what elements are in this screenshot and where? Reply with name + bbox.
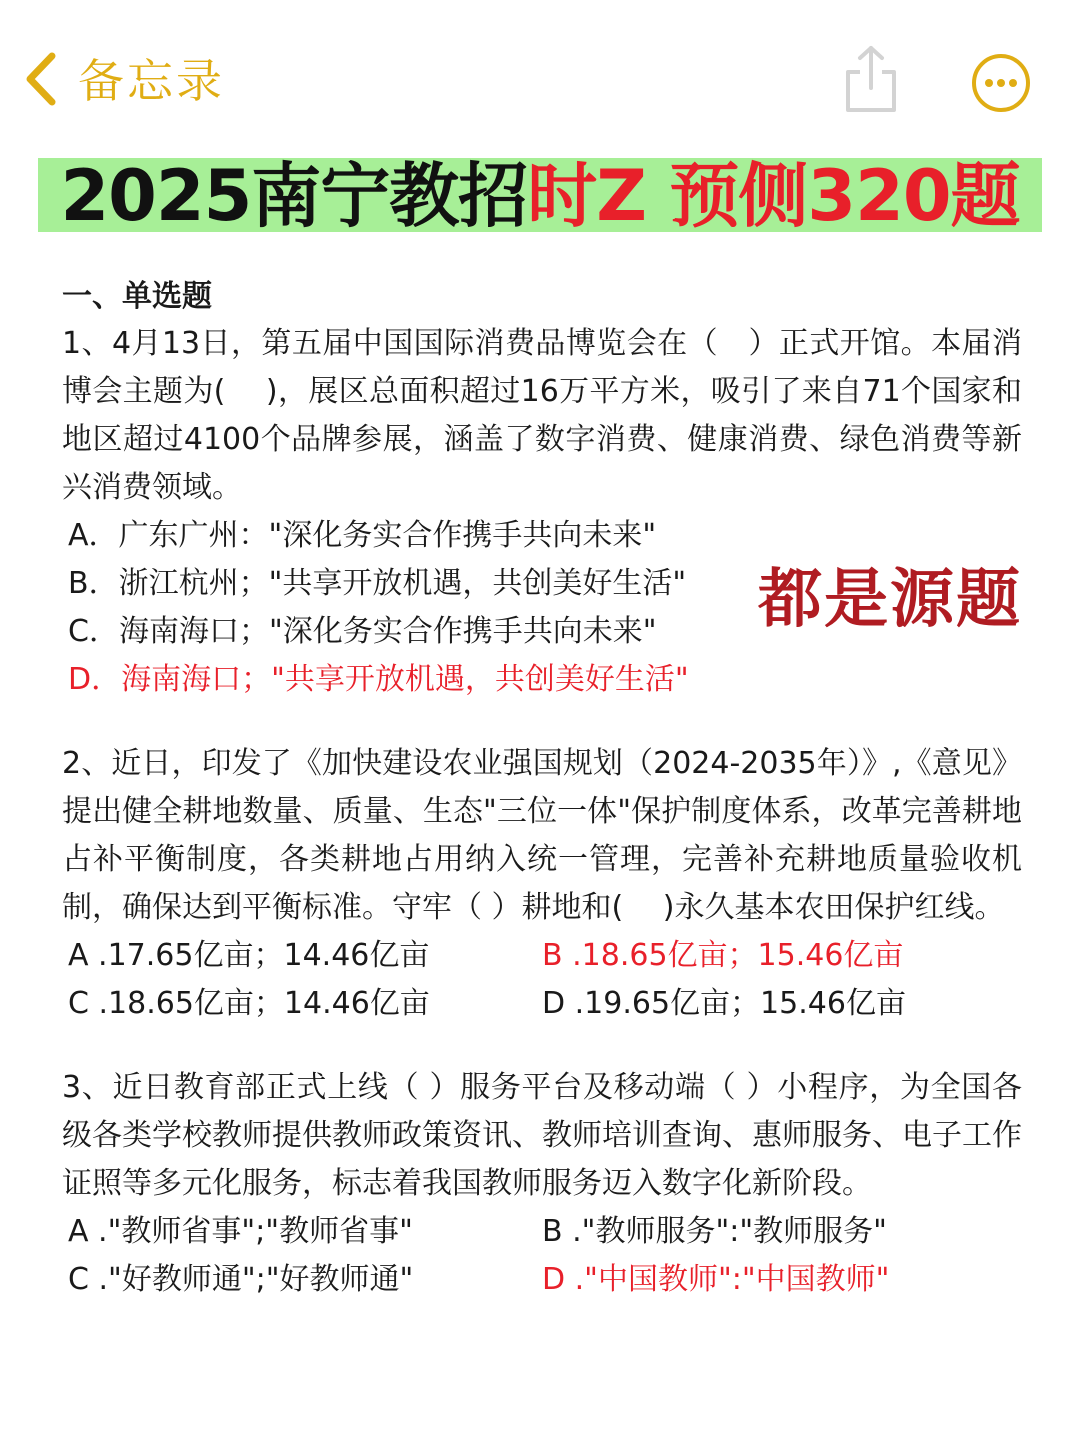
option-d: D .19.65亿亩；15.46亿亩 bbox=[542, 986, 906, 1021]
question-3 bbox=[62, 1064, 1022, 1304]
option-c: C .18.65亿亩；14.46亿亩 bbox=[68, 986, 430, 1021]
title-black: 2025南宁教招 bbox=[60, 155, 528, 237]
option-b: B．浙江杭州；"共享开放机遇，共创美好生活" bbox=[68, 566, 687, 601]
option-b-correct: B .18.65亿亩；15.46亿亩 bbox=[542, 938, 904, 973]
option-a: A .17.65亿亩；14.46亿亩 bbox=[68, 938, 430, 973]
back-label: 备忘录 bbox=[78, 54, 225, 108]
title-banner bbox=[38, 155, 1042, 237]
more-icon[interactable] bbox=[970, 52, 1032, 114]
option-a: A ."教师省事";"教师省事" bbox=[68, 1214, 413, 1249]
option-d-correct: D．海南海口；"共享开放机遇，共创美好生活" bbox=[68, 662, 689, 697]
options-grid bbox=[62, 932, 1022, 1028]
options-grid bbox=[62, 1208, 1022, 1304]
option-c: C．海南海口；"深化务实合作携手共向未来" bbox=[68, 614, 657, 649]
back-button[interactable] bbox=[22, 50, 225, 112]
option-a: A．广东广州："深化务实合作携手共向未来" bbox=[68, 518, 657, 553]
question-1 bbox=[62, 320, 1022, 704]
share-icon[interactable] bbox=[842, 44, 900, 114]
question-text: 2、近日，印发了《加快建设农业强国规划（2024-2035年）》,《意见》提出健全耕地数量、质量、生态"三位一体"保护制度体系，改革完善耕地占补平衡制度，各类耕地占用纳入统一管理，完善补充耕地质量验收机制，确保达到平衡标准。守牢（ ）耕地和( )永久基本农田保护红线。 bbox=[62, 746, 1022, 925]
option-d-correct: D ."中国教师":"中国教师" bbox=[542, 1262, 890, 1297]
stamp-text: 都是源题 bbox=[758, 562, 1022, 637]
title-red: 时Z 预侧320题 bbox=[527, 155, 1020, 237]
question-text: 3、近日教育部正式上线（ ）服务平台及移动端（ ）小程序，为全国各级各类学校教师提供教师政策资讯、教师培训查询、惠师服务、电子工作证照等多元化服务，标志着我国教师服务迈入数字化新阶段。 bbox=[62, 1070, 1022, 1201]
note-body[interactable] bbox=[62, 274, 1022, 1340]
question-text: 1、4月13日，第五届中国国际消费品博览会在（ ）正式开馆。本届消博会主题为( )，展区总面积超过16万平方米，吸引了来自71个国家和地区超过4100个品牌参展，涵盖了数字消费、健康消费、绿色消费等新兴消费领域。 bbox=[62, 326, 1022, 505]
option-c: C ."好教师通";"好教师通" bbox=[68, 1262, 414, 1297]
option-b: B ."教师服务":"教师服务" bbox=[542, 1214, 887, 1249]
question-2 bbox=[62, 740, 1022, 1028]
chevron-left-icon bbox=[22, 50, 62, 112]
section-title: 一、单选题 bbox=[62, 279, 212, 314]
nav-bar bbox=[0, 0, 1080, 150]
